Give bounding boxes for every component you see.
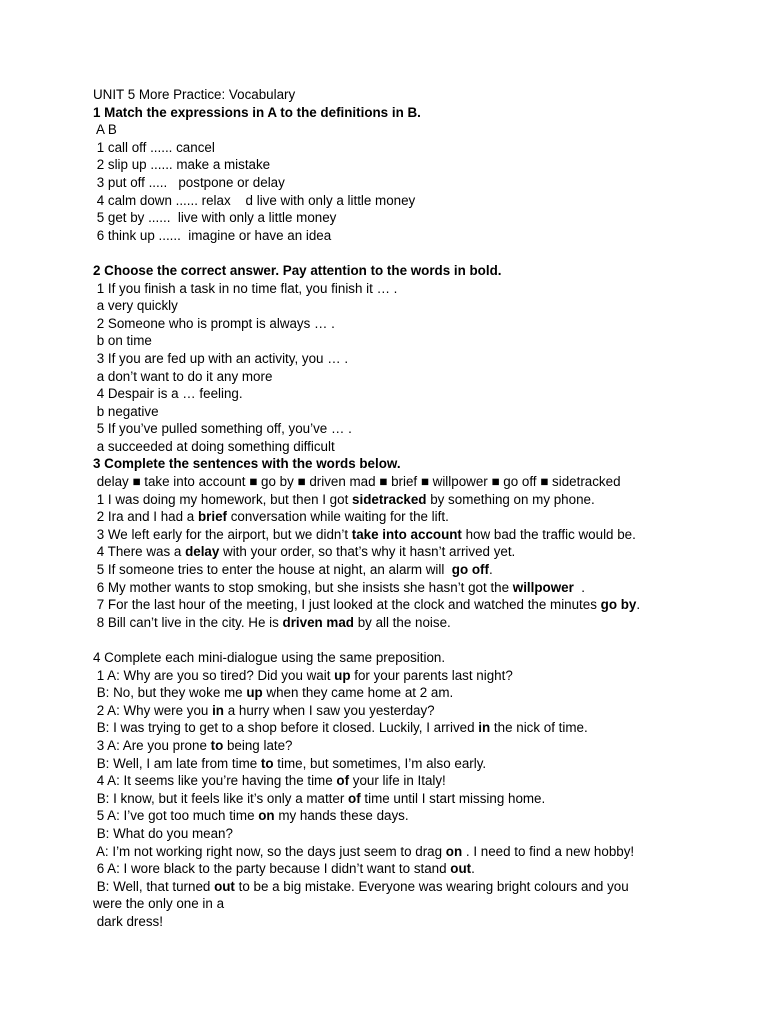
dialogue-line: B: I was trying to get to a shop before it closed. Luckily, I arrived in the nick of time.: [93, 720, 588, 736]
match-item: 6 think up ...... imagine or have an idea: [93, 227, 332, 243]
question-line: 4 Despair is a … feeling.: [93, 386, 243, 402]
question-line: 1 If you finish a task in no time flat, you finish it … .: [93, 280, 398, 296]
answer-word: take into account: [351, 526, 462, 542]
match-item: 1 call off ...... cancel: [93, 139, 215, 155]
answer-word: out: [450, 861, 472, 877]
match-item: 3 put off ..... postpone or delay: [93, 174, 285, 190]
dialogue-line: dark dress!: [93, 913, 163, 929]
section-1-list: [93, 139, 693, 245]
sentence: 1 I was doing my homework, but then I got sidetracked by something on my phone.: [93, 491, 595, 507]
answer-word: in: [212, 702, 224, 718]
dialogue-line: B: Well, that turned out to be a big mistake. Everyone was wearing bright colours and you: [93, 878, 629, 894]
dialogue-line: B: Well, I am late from time to time, but sometimes, I’m also early.: [93, 755, 487, 771]
answer-word: on: [258, 808, 275, 824]
dialogue-line: 3 A: Are you prone to being late?: [93, 737, 293, 753]
dialogue-line: B: I know, but it feels like it’s only a matter of time until I start missing home.: [93, 790, 546, 806]
page-title: UNIT 5 More Practice: Vocabulary: [93, 87, 296, 102]
dialogue-line: 6 A: I wore black to the party because I didn’t want to stand out.: [93, 861, 475, 877]
section-3-list: [93, 491, 693, 632]
answer-word: to: [260, 755, 274, 771]
sentence: 5 If someone tries to enter the house at night, an alarm will go off.: [93, 562, 493, 578]
section-1-heading: 1 Match the expressions in A to the definitions in B.: [93, 104, 421, 120]
answer-word: driven mad: [282, 614, 354, 630]
answer-word: up: [246, 685, 263, 701]
section-4-list: [93, 667, 693, 931]
answer-word: out: [214, 878, 235, 894]
answer-word: willpower: [512, 579, 574, 595]
question-line: 2 Someone who is prompt is always … .: [93, 315, 335, 331]
dialogue-line-wrap: were the only one in a: [93, 896, 225, 912]
sentence: 7 For the last hour of the meeting, I just looked at the clock and watched the minutes go by.: [93, 597, 641, 613]
answer-word: brief: [197, 509, 227, 525]
section-4-heading: 4 Complete each mini-dialogue using the same preposition.: [93, 650, 446, 665]
match-item: 4 calm down ...... relax d live with only a little money: [93, 192, 416, 208]
sentence: 4 There was a delay with your order, so that’s why it hasn’t arrived yet.: [93, 544, 516, 560]
answer-word: of: [348, 790, 361, 806]
dialogue-line: 1 A: Why are you so tired? Did you wait up for your parents last night?: [93, 667, 513, 683]
answer-word: up: [334, 667, 351, 683]
answer-line: a very quickly: [93, 298, 178, 314]
answer-word: delay: [185, 544, 220, 560]
answer-word: in: [478, 720, 491, 736]
sentence: 3 We left early for the airport, but we didn’t take into account how bad the traffic would be.: [93, 526, 636, 542]
question-line: 3 If you are fed up with an activity, you … .: [93, 350, 349, 366]
dialogue-line: 5 A: I’ve got too much time on my hands these days.: [93, 808, 409, 824]
dialogue-line: B: What do you mean?: [93, 825, 233, 841]
answer-word: on: [445, 843, 463, 859]
sentence: 2 Ira and I had a brief conversation while waiting for the lift.: [93, 509, 449, 525]
answer-word: sidetracked: [352, 491, 427, 507]
column-headers: A B: [93, 122, 117, 138]
dialogue-line: B: No, but they woke me up when they came home at 2 am.: [93, 685, 454, 701]
answer-word: to: [210, 737, 224, 753]
section-2-heading: 2 Choose the correct answer. Pay attention to the words in bold.: [93, 262, 502, 278]
answer-word: of: [336, 773, 350, 789]
worksheet-page: [93, 86, 693, 931]
answer-line: b on time: [93, 333, 152, 349]
answer-line: a succeeded at doing something difficult: [93, 438, 335, 454]
match-item: 5 get by ...... live with only a little money: [93, 210, 337, 226]
sentence: 6 My mother wants to stop smoking, but she insists she hasn’t got the willpower .: [93, 579, 585, 595]
answer-line: b negative: [93, 403, 159, 419]
dialogue-line: 4 A: It seems like you’re having the time of your life in Italy!: [93, 773, 446, 789]
answer-word: go off: [451, 562, 489, 578]
dialogue-line: 2 A: Why were you in a hurry when I saw you yesterday?: [93, 702, 435, 718]
question-line: 5 If you’ve pulled something off, you’ve … .: [93, 421, 352, 437]
answer-line: a don’t want to do it any more: [93, 368, 273, 384]
sentence: 8 Bill can’t live in the city. He is driven mad by all the noise.: [93, 614, 451, 630]
answer-word: go by: [600, 597, 637, 613]
section-2-list: [93, 280, 693, 456]
word-bank: delay ■ take into account ■ go by ■ driven mad ■ brief ■ willpower ■ go off ■ sidetracked: [93, 474, 621, 490]
match-item: 2 slip up ...... make a mistake: [93, 157, 271, 173]
dialogue-line: A: I’m not working right now, so the days just seem to drag on . I need to find a new hobby!: [93, 843, 635, 859]
section-3-heading: 3 Complete the sentences with the words below.: [93, 456, 401, 472]
